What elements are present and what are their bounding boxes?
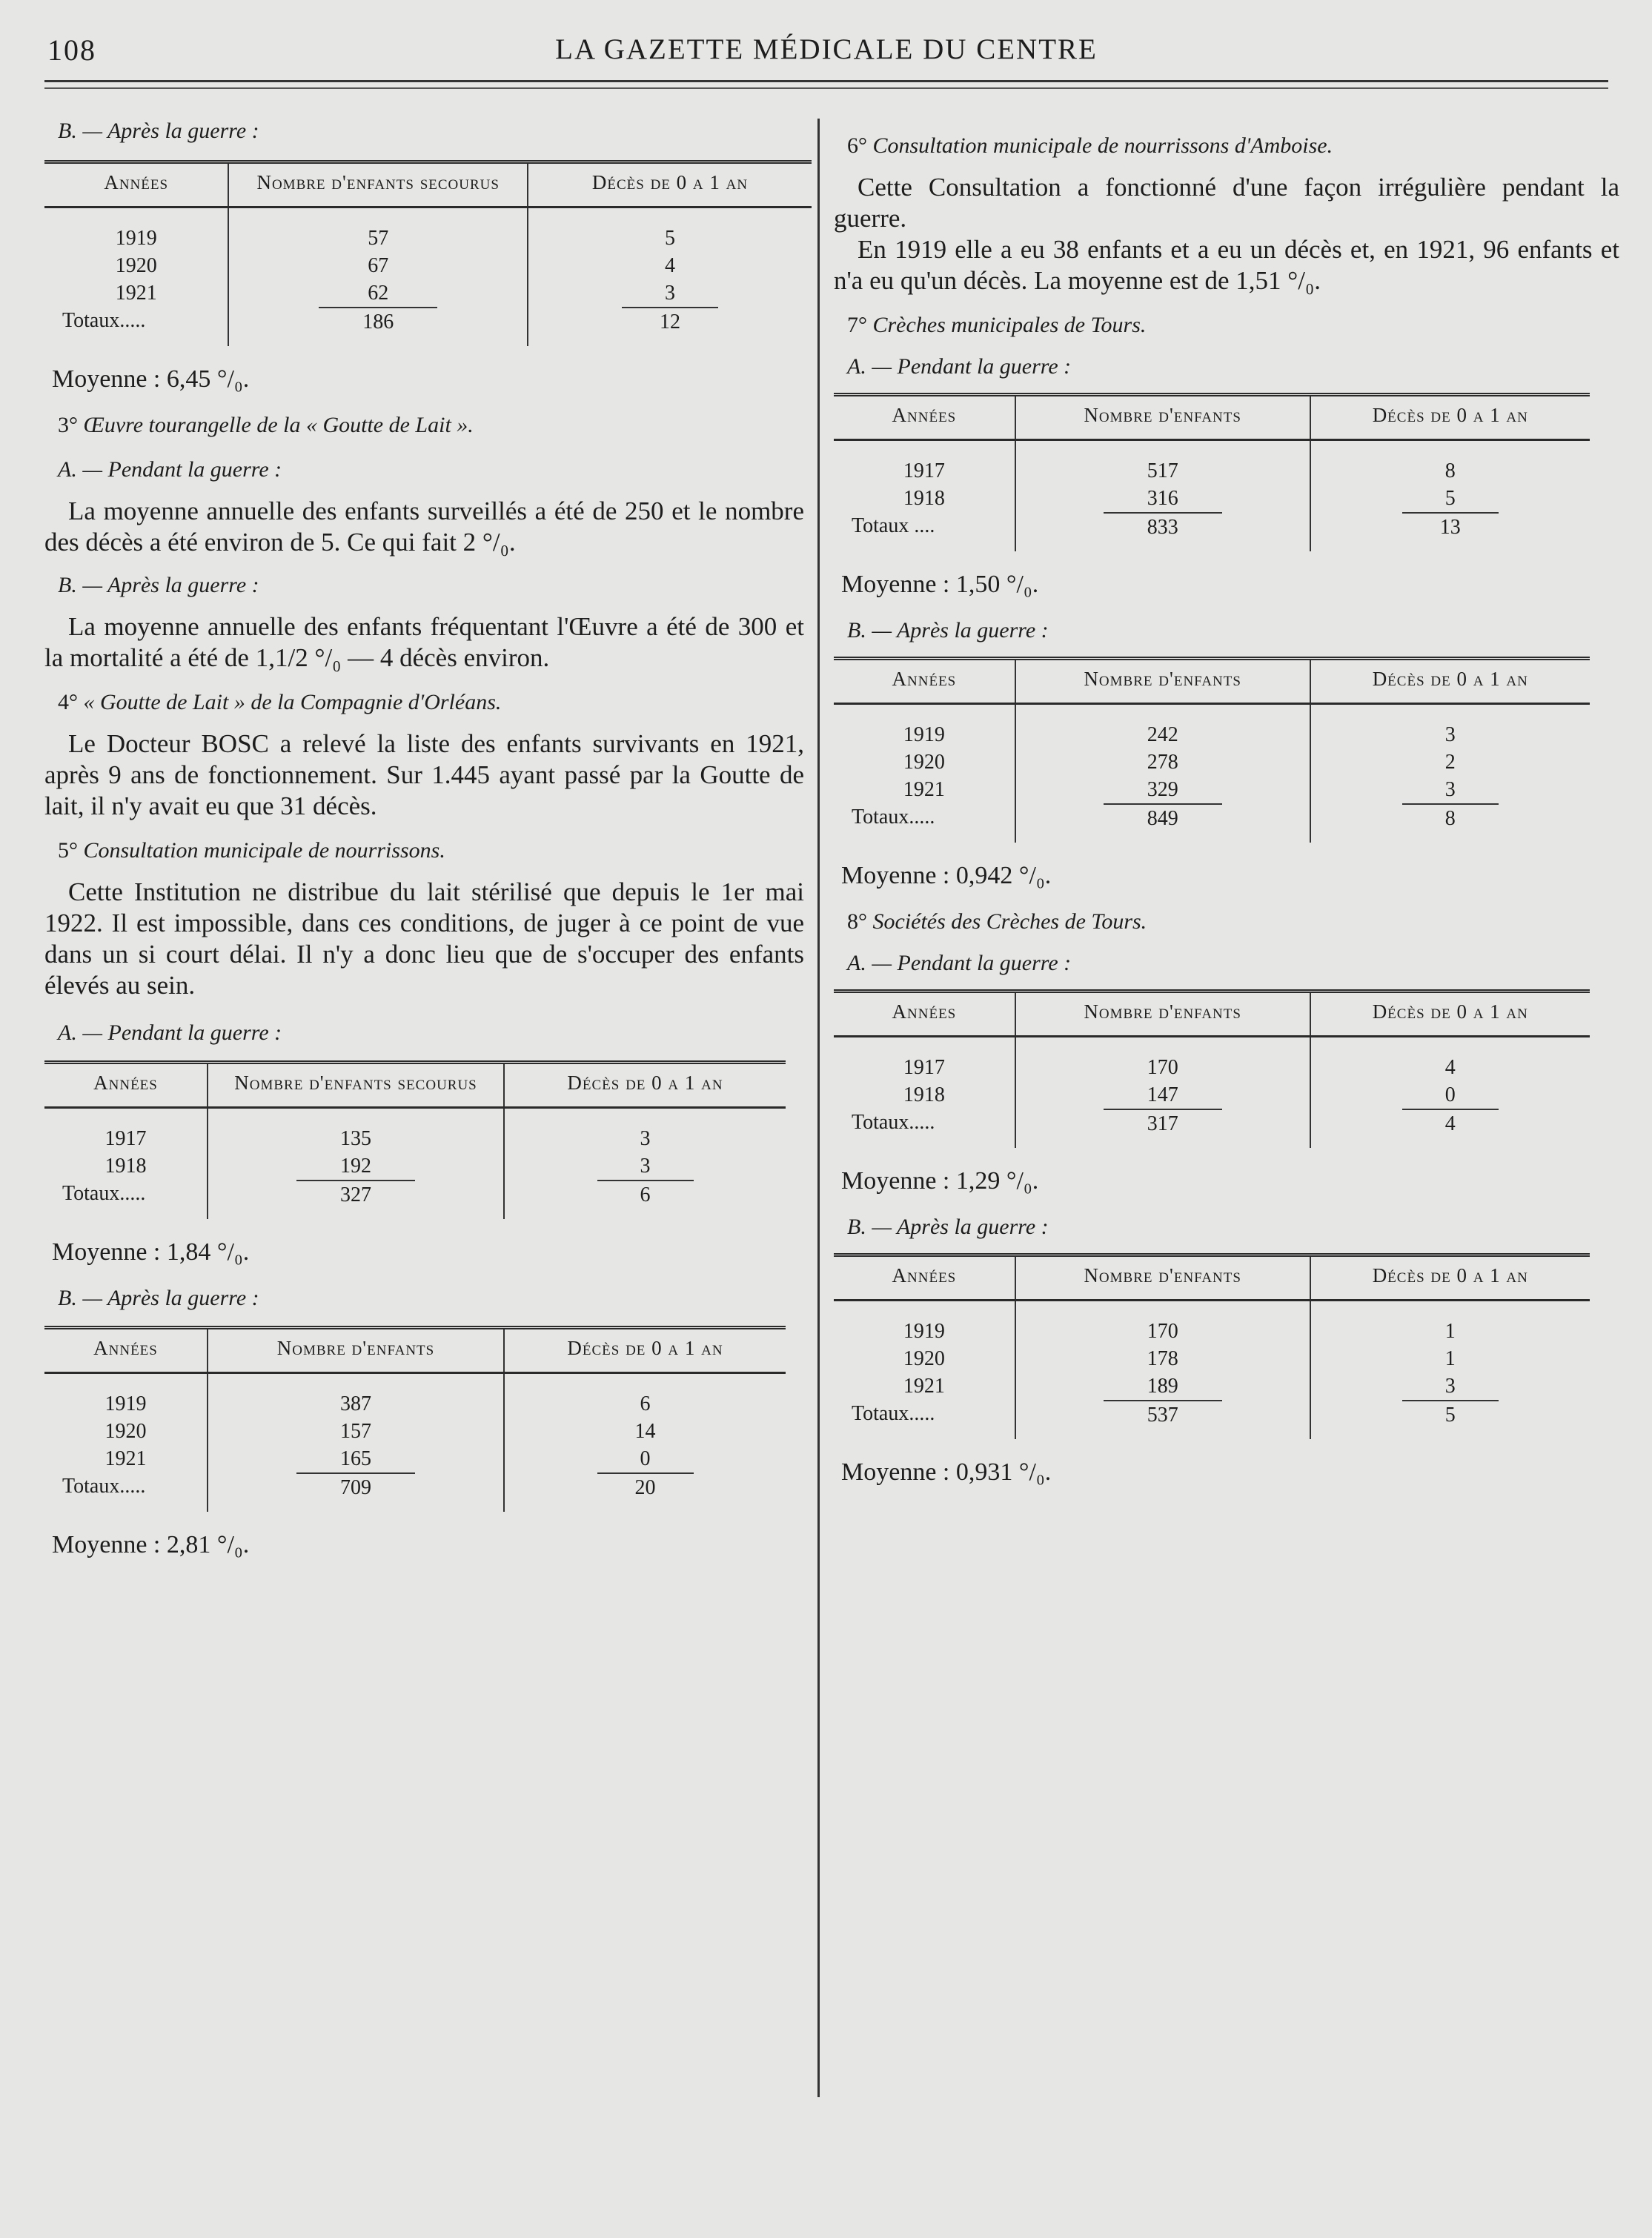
- subsection-heading: A. — Pendant la guerre :: [58, 1020, 282, 1045]
- page-number: 108: [47, 33, 96, 67]
- table-secourus-apres-guerre: [44, 160, 812, 346]
- moyenne: Moyenne : 0,931 °/₀.: [841, 1458, 1052, 1486]
- total-row: Totaux..... 327 6: [44, 1180, 786, 1219]
- table-row: 1920 278 2: [834, 748, 1590, 776]
- table-row: 1921 189 3: [834, 1372, 1590, 1400]
- table-row: 1918 147 0: [834, 1081, 1590, 1109]
- total-row: Totaux .... 833 13: [834, 512, 1590, 551]
- table-row: 1917 135 3: [44, 1125, 786, 1152]
- col-header-annees: Années: [834, 992, 1015, 1037]
- total-row: Totaux..... 186 12: [44, 307, 812, 346]
- running-title: LA GAZETTE MÉDICALE DU CENTRE: [555, 33, 1098, 65]
- col-header-deces: Décès de 0 a 1 an: [1310, 395, 1590, 440]
- table-row: 1920 157 14: [44, 1418, 786, 1445]
- moyenne: Moyenne : 2,81 °/₀.: [52, 1531, 250, 1558]
- table-row: 1921 62 3: [44, 279, 812, 307]
- right-column: [834, 133, 1619, 1487]
- table-societes-creches-pendant: [834, 989, 1590, 1148]
- col-header-nombre: Nombre d'enfants secourus: [208, 1063, 504, 1108]
- table-creches-municipales-pendant: [834, 393, 1590, 551]
- subsection-heading: B. — Après la guerre :: [58, 1286, 259, 1310]
- section-heading: 6° Consultation municipale de nourrissons d'Amboise.: [847, 133, 1333, 158]
- page-header: [44, 33, 1608, 65]
- table-secourus-pendant-guerre: [44, 1060, 786, 1219]
- col-header-annees: Années: [834, 1255, 1015, 1301]
- paragraph: La moyenne annuelle des enfants surveillés a été de 250 et le nombre des décès a été environ de 5. Ce qui fait 2 °/₀.: [44, 497, 804, 557]
- col-header-deces: Décès de 0 a 1 an: [1310, 992, 1590, 1037]
- paragraph: La moyenne annuelle des enfants fréquentant l'Œuvre a été de 300 et la mortalité a été de 1,1/2 °/₀ — 4 décès environ.: [44, 612, 804, 672]
- col-header-nombre: Nombre d'enfants: [208, 1328, 504, 1373]
- table-row: 1917 170 4: [834, 1054, 1590, 1081]
- total-row: Totaux..... 849 8: [834, 803, 1590, 843]
- col-header-annees: Années: [44, 1063, 208, 1108]
- moyenne: Moyenne : 1,29 °/₀.: [841, 1167, 1039, 1195]
- moyenne: Moyenne : 1,84 °/₀.: [52, 1238, 250, 1266]
- col-header-nombre: Nombre d'enfants: [1015, 1255, 1310, 1301]
- table-row: 1919 387 6: [44, 1390, 786, 1418]
- col-header-annees: Années: [44, 1328, 208, 1373]
- subsection-heading: B. — Après la guerre :: [847, 618, 1049, 642]
- section-heading: 7° Crèches municipales de Tours.: [847, 313, 1147, 337]
- col-header-annees: Années: [834, 395, 1015, 440]
- subsection-heading: A. — Pendant la guerre :: [847, 951, 1072, 975]
- section-heading: 5° Consultation municipale de nourrissons.: [58, 838, 445, 863]
- table-row: 1918 192 3: [44, 1152, 786, 1180]
- subsection-heading: A. — Pendant la guerre :: [847, 354, 1072, 379]
- table-row: 1921 329 3: [834, 776, 1590, 803]
- col-header-nombre: Nombre d'enfants: [1015, 659, 1310, 704]
- col-header-deces: Décès de 0 a 1 an: [504, 1328, 786, 1373]
- col-header-deces: Décès de 0 a 1 an: [504, 1063, 786, 1108]
- subsection-heading: A. — Pendant la guerre :: [58, 457, 282, 482]
- total-row: Totaux..... 317 4: [834, 1109, 1590, 1148]
- table-row: 1917 517 8: [834, 457, 1590, 485]
- header-rule-thin: [44, 87, 1608, 89]
- paragraph: Cette Institution ne distribue du lait stérilisé que depuis le 1er mai 1922. Il est impossible, dans ces conditions, de juger à ce point de vue dans un si court délai. Il n'y a donc lieu que de s'occuper des enfants élevés au sein.: [44, 877, 804, 1000]
- table-row: 1919 57 5: [44, 225, 812, 252]
- section-heading: B. — Après la guerre :: [58, 119, 259, 143]
- col-header-deces: Décès de 0 a 1 an: [1310, 659, 1590, 704]
- section-heading: 3° Œuvre tourangelle de la « Goutte de Lait ».: [58, 413, 474, 437]
- table-row: 1919 170 1: [834, 1318, 1590, 1345]
- col-header-nombre: Nombre d'enfants: [1015, 992, 1310, 1037]
- paragraph: Cette Consultation a fonctionné d'une façon irrégulière pendant la guerre.: [834, 173, 1619, 233]
- moyenne: Moyenne : 6,45 °/₀.: [52, 365, 250, 393]
- total-row: Totaux..... 709 20: [44, 1472, 786, 1512]
- moyenne: Moyenne : 1,50 °/₀.: [841, 571, 1039, 598]
- table-row: 1921 165 0: [44, 1445, 786, 1472]
- table-row: 1920 67 4: [44, 252, 812, 279]
- subsection-heading: B. — Après la guerre :: [847, 1215, 1049, 1239]
- subsection-heading: B. — Après la guerre :: [58, 573, 259, 597]
- moyenne: Moyenne : 0,942 °/₀.: [841, 862, 1052, 889]
- table-row: 1918 316 5: [834, 485, 1590, 512]
- col-header-annees: Années: [44, 162, 228, 207]
- col-header-nombre: Nombre d'enfants secourus: [228, 162, 528, 207]
- column-divider: [817, 119, 820, 2097]
- table-societes-creches-apres: [834, 1253, 1590, 1439]
- left-column: [44, 119, 804, 1559]
- col-header-nombre: Nombre d'enfants: [1015, 395, 1310, 440]
- table-row: 1920 178 1: [834, 1345, 1590, 1372]
- section-heading: 4° « Goutte de Lait » de la Compagnie d'Orléans.: [58, 690, 502, 714]
- table-apres-guerre: [44, 1326, 786, 1512]
- paragraph: Le Docteur BOSC a relevé la liste des enfants survivants en 1921, après 9 ans de fonctionnement. Sur 1.445 ayant passé par la Goutte de lait, il n'y avait eu que 31 décès.: [44, 729, 804, 820]
- col-header-deces: Décès de 0 a 1 an: [1310, 1255, 1590, 1301]
- table-row: 1919 242 3: [834, 721, 1590, 748]
- total-row: Totaux..... 537 5: [834, 1400, 1590, 1439]
- section-heading: 8° Sociétés des Crèches de Tours.: [847, 909, 1147, 934]
- paragraph: En 1919 elle a eu 38 enfants et a eu un décès et, en 1921, 96 enfants et n'a eu qu'un décès. La moyenne est de 1,51 °/₀.: [834, 235, 1619, 295]
- table-creches-municipales-apres: [834, 657, 1590, 843]
- header-rule: [44, 80, 1608, 82]
- col-header-deces: Décès de 0 a 1 an: [528, 162, 812, 207]
- col-header-annees: Années: [834, 659, 1015, 704]
